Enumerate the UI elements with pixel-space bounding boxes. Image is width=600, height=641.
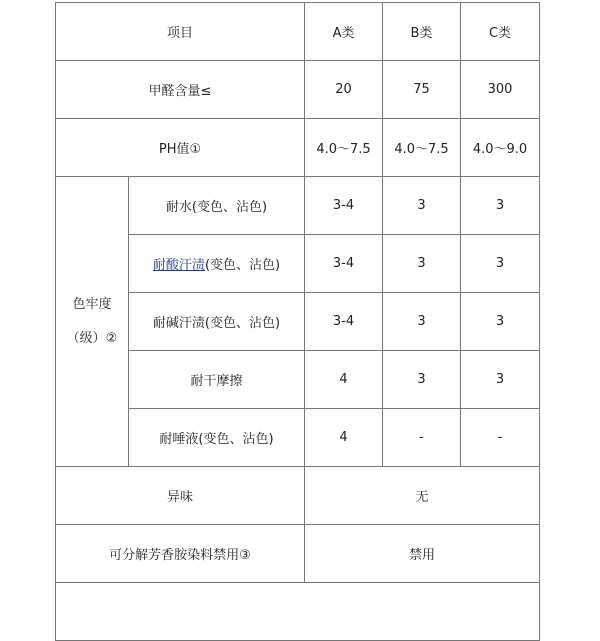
- header-item: 项目: [56, 3, 305, 61]
- alkali-sweat-fastness-c: 3: [461, 293, 540, 351]
- formaldehyde-c: 300: [461, 61, 540, 119]
- odor-label: 异味: [56, 467, 305, 525]
- odor-value: 无: [305, 467, 540, 525]
- acid-sweat-fastness-b: 3: [383, 235, 461, 293]
- saliva-fastness-a: 4: [305, 409, 383, 467]
- header-class-b: B类: [383, 3, 461, 61]
- dry-rub-fastness-a: 4: [305, 351, 383, 409]
- alkali-sweat-fastness-b: 3: [383, 293, 461, 351]
- formaldehyde-label: 甲醛含量≤: [56, 61, 305, 119]
- saliva-fastness-b: -: [383, 409, 461, 467]
- table-row: [56, 351, 540, 409]
- formaldehyde-b: 75: [383, 61, 461, 119]
- header-class-c: C类: [461, 3, 540, 61]
- saliva-fastness-label: 耐唾液(变色、沾色): [129, 409, 305, 467]
- ph-a: 4.0～7.5: [305, 119, 383, 177]
- azo-dye-label: 可分解芳香胺染料禁用③: [56, 525, 305, 583]
- water-fastness-b: 3: [383, 177, 461, 235]
- acid-sweat-fastness-label: [129, 235, 305, 293]
- header-row: [56, 3, 540, 61]
- spec-table: [55, 2, 540, 641]
- notes-cell: [56, 583, 540, 641]
- azo-dye-row: [56, 525, 540, 583]
- dry-rub-fastness-c: 3: [461, 351, 540, 409]
- header-class-a: A类: [305, 3, 383, 61]
- table-row: [56, 177, 540, 235]
- colorfastness-category: [56, 177, 129, 467]
- notes-row: [56, 583, 540, 641]
- ph-c: 4.0～9.0: [461, 119, 540, 177]
- acid-sweat-link[interactable]: 耐酸汗渍: [152, 258, 205, 273]
- water-fastness-label: 耐水(变色、沾色): [129, 177, 305, 235]
- table-row: [56, 293, 540, 351]
- table-row: [56, 409, 540, 467]
- table-row: [56, 235, 540, 293]
- alkali-sweat-fastness-label: 耐碱汗渍(变色、沾色): [129, 293, 305, 351]
- formaldehyde-a: 20: [305, 61, 383, 119]
- acid-sweat-fastness-c: 3: [461, 235, 540, 293]
- saliva-fastness-c: -: [461, 409, 540, 467]
- water-fastness-c: 3: [461, 177, 540, 235]
- odor-row: [56, 467, 540, 525]
- colorfastness-category-line2: （级）②: [66, 330, 118, 346]
- water-fastness-a: 3-4: [305, 177, 383, 235]
- ph-label: PH值①: [56, 119, 305, 177]
- acid-sweat-label-rest: (变色、沾色): [204, 258, 281, 273]
- dry-rub-fastness-label: 耐干摩擦: [129, 351, 305, 409]
- dry-rub-fastness-b: 3: [383, 351, 461, 409]
- azo-dye-value: 禁用: [305, 525, 540, 583]
- ph-b: 4.0～7.5: [383, 119, 461, 177]
- acid-sweat-fastness-a: 3-4: [305, 235, 383, 293]
- formaldehyde-row: [56, 61, 540, 119]
- alkali-sweat-fastness-a: 3-4: [305, 293, 383, 351]
- ph-row: [56, 119, 540, 177]
- colorfastness-category-line1: 色牢度: [72, 296, 112, 312]
